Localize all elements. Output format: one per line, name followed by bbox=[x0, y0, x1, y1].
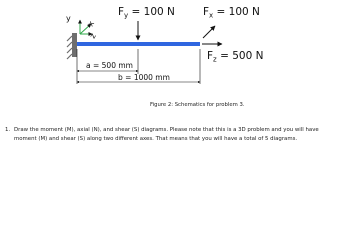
y-axis-label: y bbox=[66, 14, 71, 23]
force-fx-label: $F_x = 100$ N bbox=[203, 6, 260, 20]
coordinate-axes bbox=[66, 14, 98, 40]
beam bbox=[77, 42, 200, 46]
force-fy-label: $F_y = 100$ N bbox=[118, 6, 175, 20]
problem-number: 1. bbox=[5, 127, 11, 133]
dimension-b-label: b = 1000 mm bbox=[118, 73, 170, 82]
force-fz bbox=[202, 44, 263, 64]
problem-statement bbox=[5, 126, 343, 143]
force-fx-arrow bbox=[203, 26, 215, 38]
dimension-a-label: a = 500 mm bbox=[86, 61, 133, 70]
z-axis-label: z bbox=[87, 31, 98, 40]
force-fx bbox=[203, 6, 260, 38]
force-fz-label: $F_z = 500$ N bbox=[207, 50, 264, 64]
figure-caption: Figure 2: Schematics for problem 3. bbox=[150, 102, 245, 108]
x-axis-label: x bbox=[85, 19, 97, 28]
wall-support bbox=[67, 33, 77, 59]
problem-text: Draw the moment (M), axial (N), and shear (S) diagrams. Please note that this is a 3D problem and you will have moment (M) and shear (S) along two different axes. That means that you will have a total of 5 diagrams. bbox=[14, 127, 319, 142]
force-fy bbox=[118, 6, 175, 40]
dimension-a bbox=[77, 49, 138, 74]
